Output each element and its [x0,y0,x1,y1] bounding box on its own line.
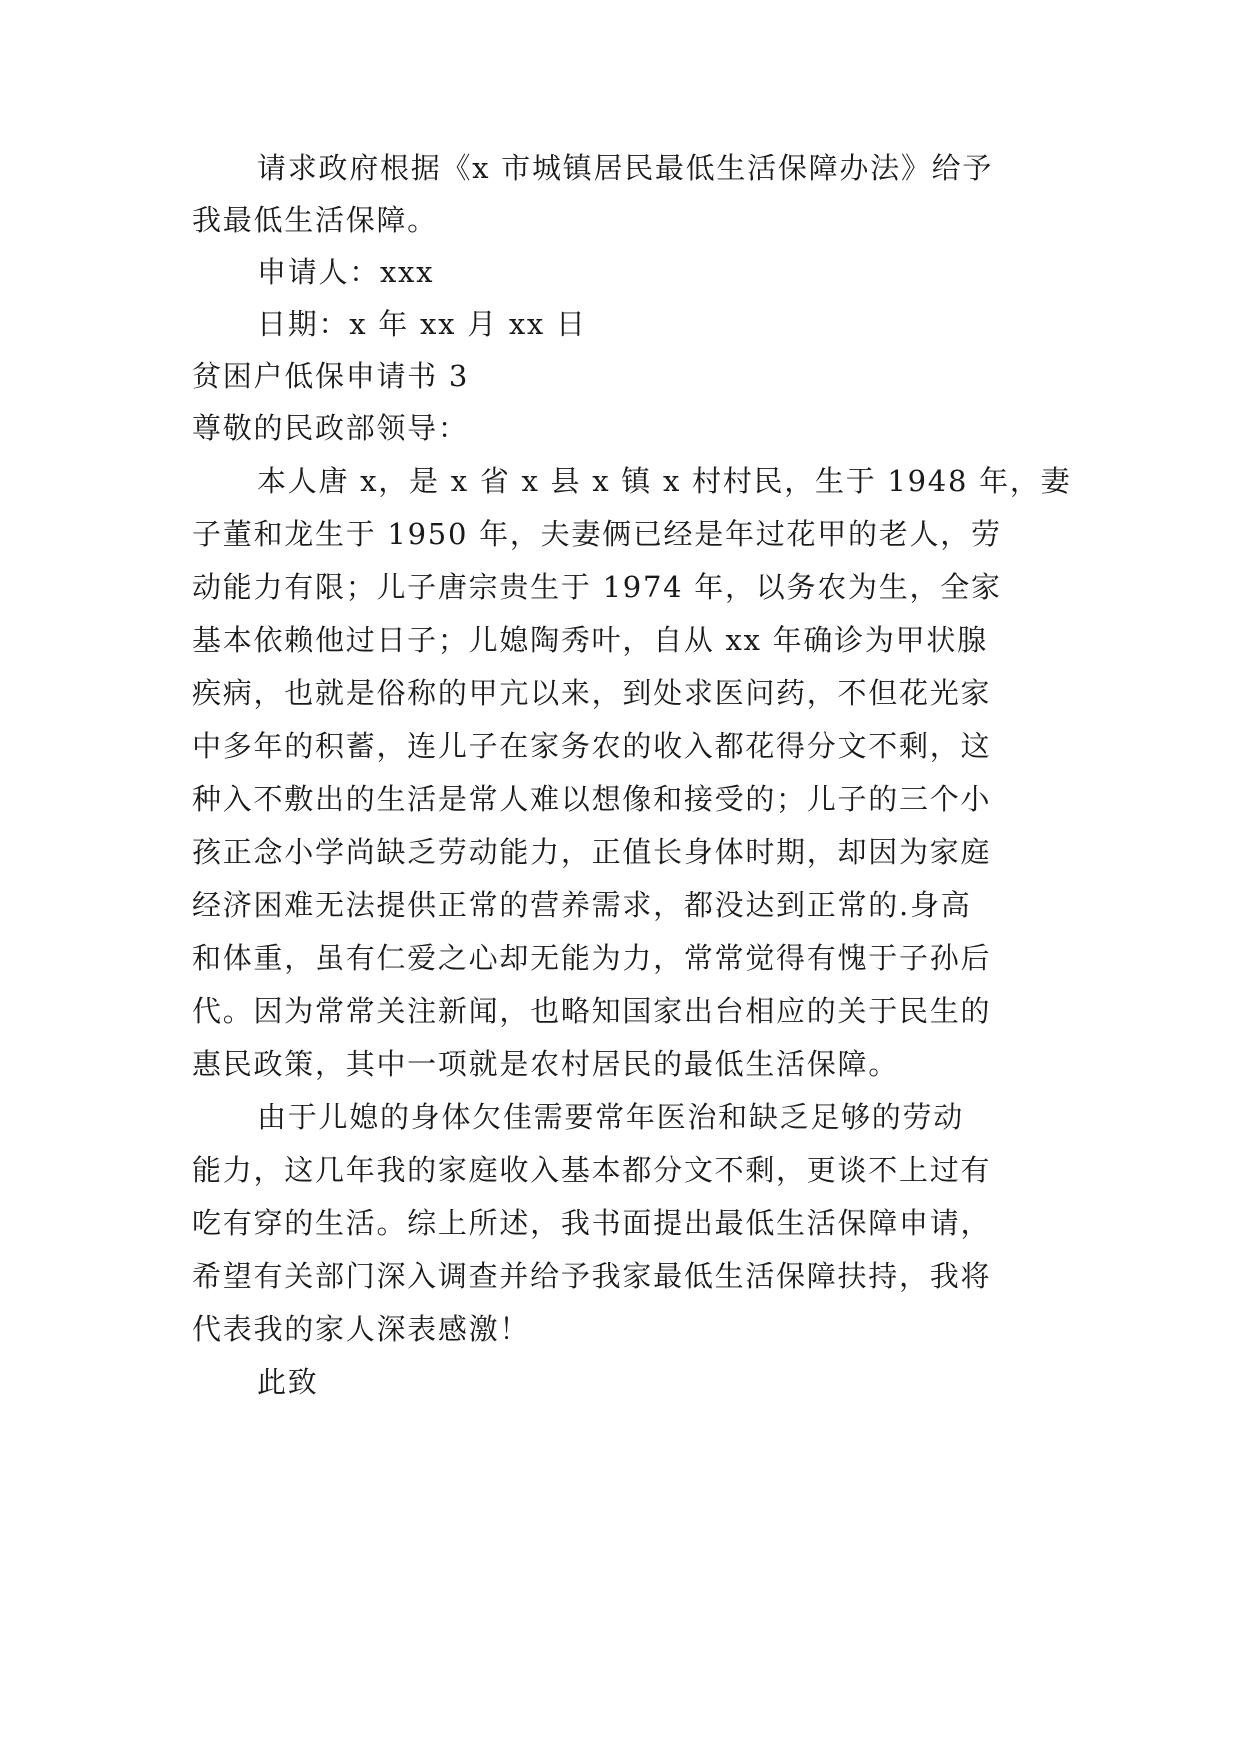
body-text-line: 吃有穿的生活。综上所述，我书面提出最低生活保障申请， [192,1206,992,1240]
body-text-line: 代表我的家人深表感激！ [192,1312,531,1346]
section-title: 贫困户低保申请书 3 [192,359,470,393]
body-text-line: 经济困难无法提供正常的营养需求，都没达到正常的.身高 [192,888,972,922]
body-text-line: 代。因为常常关注新闻，也略知国家出台相应的关于民生的 [192,994,992,1028]
body-text-line: 希望有关部门深入调查并给予我家最低生活保障扶持，我将 [192,1259,992,1293]
salutation: 尊敬的民政部领导： [192,411,469,445]
body-text-line: 惠民政策，其中一项就是农村居民的最低生活保障。 [192,1047,900,1081]
date-line: 日期：x 年 xx 月 xx 日 [257,307,587,341]
body-text-line: 能力，这几年我的家庭收入基本都分文不剩，更谈不上过有 [192,1153,992,1187]
body-text-line: 我最低生活保障。 [192,203,438,237]
body-text-line: 疾病，也就是俗称的甲亢以来，到处求医问药，不但花光家 [192,676,992,710]
body-text-line: 本人唐 x，是 x 省 x 县 x 镇 x 村村民，生于 1948 年，妻 [257,464,1072,498]
body-text-line: 孩正念小学尚缺乏劳动能力，正值长身体时期，却因为家庭 [192,835,992,869]
body-text-line: 种入不敷出的生活是常人难以想像和接受的；儿子的三个小 [192,782,992,816]
body-text-line: 子董和龙生于 1950 年，夫妻俩已经是年过花甲的老人，劳 [192,517,1002,551]
body-text-line: 和体重，虽有仁爱之心却无能为力，常常觉得有愧于子孙后 [192,941,992,975]
closing-line: 此致 [257,1365,319,1399]
applicant-line: 申请人：xxx [257,255,435,289]
body-text-line: 基本依赖他过日子；儿媳陶秀叶，自从 xx 年确诊为甲状腺 [192,623,988,657]
body-text-line: 由于儿媳的身体欠佳需要常年医治和缺乏足够的劳动 [257,1100,965,1134]
body-text-line: 动能力有限；儿子唐宗贵生于 1974 年，以务农为生，全家 [192,570,1002,604]
body-text-line: 请求政府根据《x 市城镇居民最低生活保障办法》给予 [257,151,994,185]
body-text-line: 中多年的积蓄，连儿子在家务农的收入都花得分文不剩，这 [192,729,992,763]
